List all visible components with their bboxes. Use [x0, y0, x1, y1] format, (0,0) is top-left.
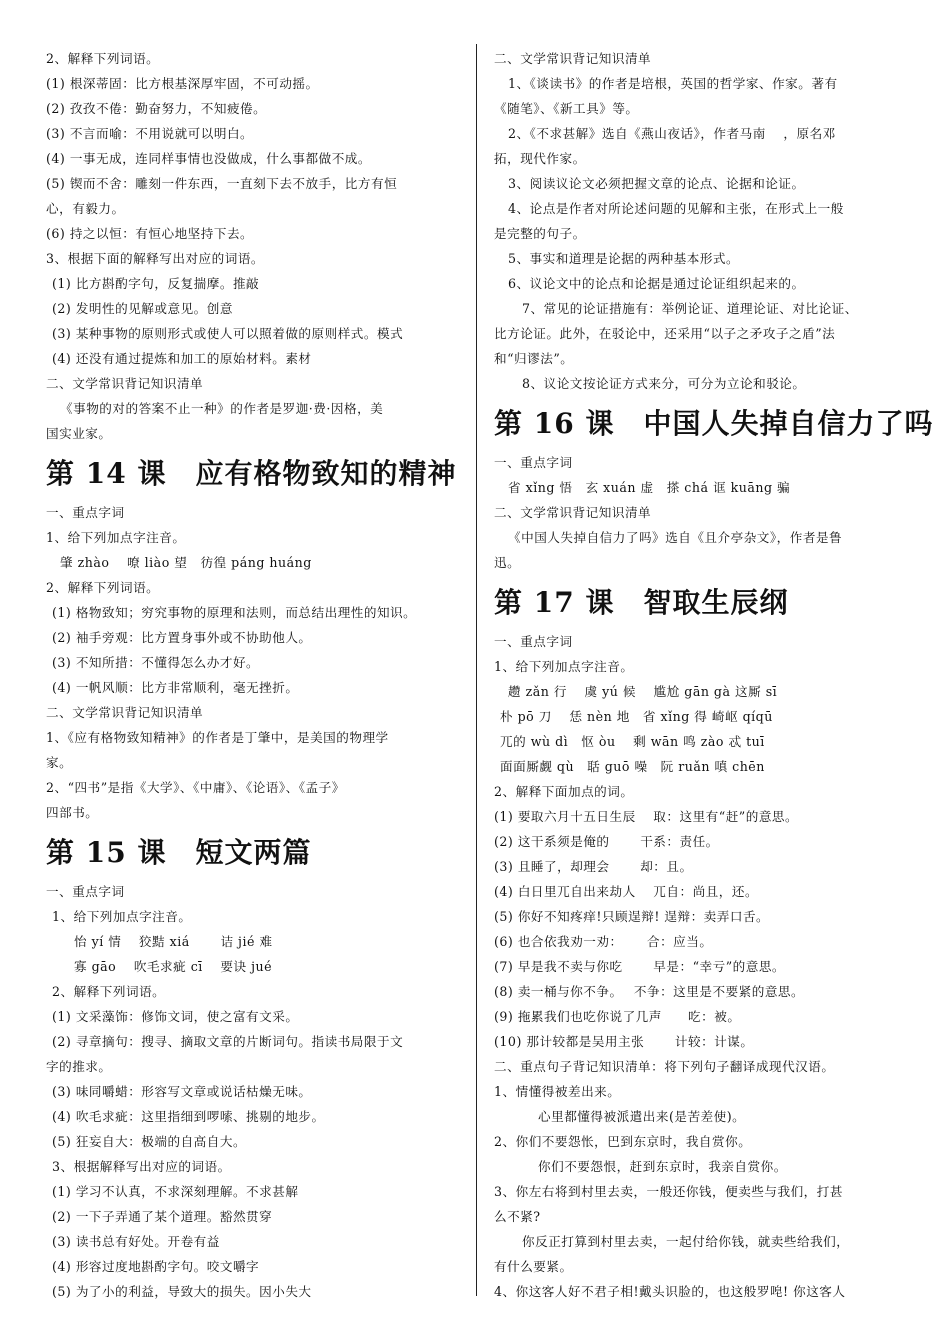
text-line: 2、解释下列词语。: [46, 580, 160, 595]
text-line: 迅。: [494, 555, 521, 570]
text-line: 面面厮觑 qù 聒 guō 噪 阮 ruǎn 嗔 chēn: [500, 759, 765, 774]
text-line: 3、阅读议论文必须把握文章的论点、论据和论证。: [508, 176, 805, 191]
lesson-heading: 第 15 课 短文两篇: [46, 836, 312, 869]
text-line: (3) 读书总有好处。开卷有益: [52, 1234, 220, 1249]
text-line: (9) 拖累我们也吃你说了几声 吃：被。: [494, 1009, 741, 1024]
text-line: 有什么要紧。: [494, 1259, 573, 1274]
text-line: (2) 袖手旁观：比方置身事外或不协助他人。: [52, 630, 312, 645]
right-column: [494, 46, 934, 1304]
text-line: (5) 为了小的利益，导致大的损失。因小失大: [52, 1284, 312, 1299]
text-line: 1、情懂得被差出来。: [494, 1084, 621, 1099]
text-line: 8、议论文按论证方式来分，可分为立论和驳论。: [522, 376, 806, 391]
lesson-heading: 第 14 课 应有格物致知的精神: [46, 457, 457, 490]
text-line: 么不紧?: [494, 1209, 541, 1224]
text-line: (3) 且睡了，却理会 却：且。: [494, 859, 693, 874]
text-line: 是完整的句子。: [494, 226, 586, 241]
text-line: 1、《应有格物致知精神》的作者是丁肇中，是美国的物理学: [46, 730, 389, 745]
text-line: 趱 zǎn 行 虞 yú 候 尴尬 gān gà 这厮 sī: [508, 684, 778, 699]
text-line: (4) 一帆风顺：比方非常顺利，毫无挫折。: [52, 680, 299, 695]
text-line: (4) 吹毛求疵：这里指细到啰嗦、挑剔的地步。: [52, 1109, 325, 1124]
text-line: (2) 寻章摘句：搜寻、摘取文章的片断词句。指读书局限于文: [52, 1034, 404, 1049]
text-line: 3、根据下面的解释写出对应的词语。: [46, 251, 265, 266]
text-line: 2、“四书”是指《大学》、《中庸》、《论语》、《孟子》: [46, 780, 345, 795]
text-line: (5) 锲而不舍：雕刻一件东西，一直刻下去不放手，比方有恒: [46, 176, 398, 191]
text-line: 3、你左右将到村里去卖，一般还你钱，便卖些与我们，打甚: [494, 1184, 843, 1199]
text-line: 省 xǐng 悟 玄 xuán 虚 搽 chá 诓 kuāng 骗: [508, 480, 791, 495]
text-line: 家。: [46, 755, 73, 770]
text-line: 2、解释下面加点的词。: [494, 784, 634, 799]
text-line: 二、重点句子背记知识清单：将下列句子翻译成现代汉语。: [494, 1059, 835, 1074]
text-line: (2) 孜孜不倦：勤奋努力，不知疲倦。: [46, 101, 267, 116]
text-line: 肇 zhào 嘹 liào 望 彷徨 páng huáng: [60, 555, 312, 570]
text-line: (1) 文采藻饰：修饰文词，使之富有文采。: [52, 1009, 299, 1024]
text-line: 二、文学常识背记知识清单: [494, 51, 652, 66]
text-line: (4) 白日里兀自出来劫人 兀自：尚且，还。: [494, 884, 759, 899]
text-line: 2、解释下列词语。: [52, 984, 166, 999]
text-line: 怡 yí 情 狡黠 xiá 诘 jié 难: [74, 934, 273, 949]
text-line: (7) 早是我不卖与你吃 早是：“幸亏”的意思。: [494, 959, 786, 974]
text-line: 6、议论文中的论点和论据是通过论证组织起来的。: [508, 276, 805, 291]
text-line: 寡 gāo 吹毛求疵 cī 要诀 jué: [74, 959, 273, 974]
lesson-heading: 第 16 课 中国人失掉自信力了吗: [494, 407, 934, 440]
text-line: (10) 那计较都是吴用主张 计较：计谋。: [494, 1034, 754, 1049]
text-line: 四部书。: [46, 805, 99, 820]
text-line: (4) 一事无成，连同样事情也没做成，什么事都做不成。: [46, 151, 371, 166]
text-line: 4、论点是作者对所论述问题的见解和主张，在形式上一般: [508, 201, 844, 216]
text-line: (2) 一下子弄通了某个道理。豁然贯穿: [52, 1209, 273, 1224]
text-line: (2) 发明性的见解或意见。创意: [52, 301, 233, 316]
text-line: (5) 你好不知疼痒!只顾逞辩! 逞辩：卖弄口舌。: [494, 909, 770, 924]
text-line: 和“归谬法”。: [494, 351, 574, 366]
text-line: 2、《不求甚解》选自《燕山夜话》，作者马南 ，原名邓: [508, 126, 836, 141]
text-line: 《中国人失掉自信力了吗》选自《且介亭杂文》，作者是鲁: [508, 530, 843, 545]
left-column: [46, 46, 464, 1304]
text-line: 字的推求。: [46, 1059, 112, 1074]
text-line: 7、常见的论证措施有：举例论证、道理论证、对比论证、: [522, 301, 858, 316]
text-line: 兀的 wù dì 怄 òu 剩 wān 鸣 zào 忒 tuī: [500, 734, 765, 749]
text-line: (3) 某种事物的原则形式或使人可以照着做的原则样式。模式: [52, 326, 404, 341]
text-line: 2、解释下列词语。: [46, 51, 160, 66]
text-line: 1、给下列加点字注音。: [52, 909, 192, 924]
text-line: (6) 持之以恒：有恒心地坚持下去。: [46, 226, 254, 241]
text-line: (3) 不知所措：不懂得怎么办才好。: [52, 655, 260, 670]
text-line: 1、给下列加点字注音。: [46, 530, 186, 545]
text-line: (5) 狂妄自大：极端的自高自大。: [52, 1134, 247, 1149]
text-line: (8) 卖一桶与你不争。 不争：这里是不要紧的意思。: [494, 984, 805, 999]
text-line: (6) 也合依我劝一劝： 合：应当。: [494, 934, 713, 949]
text-line: 比方论证。此外，在驳论中，还采用“以子之矛攻子之盾”法: [494, 326, 836, 341]
text-line: 你反正打算到村里去卖，一起付给你钱，就卖些给我们，: [522, 1234, 850, 1249]
column-divider: [476, 44, 477, 1296]
text-line: 1、《谈读书》的作者是培根，英国的哲学家、作家。著有: [508, 76, 838, 91]
text-line: 一、重点字词: [494, 634, 573, 649]
text-line: 国实业家。: [46, 426, 112, 441]
text-line: (4) 还没有通过提炼和加工的原始材料。素材: [52, 351, 312, 366]
text-line: 一、重点字词: [494, 455, 573, 470]
text-line: 一、重点字词: [46, 505, 125, 520]
text-line: 心，有毅力。: [46, 201, 125, 216]
text-line: (1) 比方斟酌字句，反复揣摩。推敲: [52, 276, 260, 291]
text-line: (4) 形容过度地斟酌字句。咬文嚼字: [52, 1259, 260, 1274]
text-line: 拓，现代作家。: [494, 151, 586, 166]
text-line: (1) 根深蒂固：比方根基深厚牢固，不可动摇。: [46, 76, 319, 91]
text-line: 二、文学常识背记知识清单: [494, 505, 652, 520]
text-line: 5、事实和道理是论据的两种基本形式。: [508, 251, 740, 266]
text-line: 3、根据解释写出对应的词语。: [52, 1159, 231, 1174]
text-line: 4、你这客人好不君子相!戴头识脸的，也这般罗唣! 你这客人: [494, 1284, 846, 1299]
text-line: 二、文学常识背记知识清单: [46, 376, 204, 391]
text-line: (2) 这干系须是俺的 干系：责任。: [494, 834, 719, 849]
text-line: 1、给下列加点字注音。: [494, 659, 634, 674]
text-line: (1) 要取六月十五日生辰 取：这里有“赶”的意思。: [494, 809, 799, 824]
text-line: 你们不要怨恨，赶到东京时，我亲自赏你。: [538, 1159, 787, 1174]
text-line: (3) 不言而喻：不用说就可以明白。: [46, 126, 254, 141]
text-line: (1) 学习不认真，不求深刻理解。不求甚解: [52, 1184, 299, 1199]
lesson-heading: 第 17 课 智取生辰纲: [494, 586, 789, 619]
text-line: 二、文学常识背记知识清单: [46, 705, 204, 720]
text-line: 心里都懂得被派遣出来(是苦差使)。: [538, 1109, 746, 1124]
text-line: 《随笔》、《新工具》等。: [494, 101, 639, 116]
text-line: 《事物的对的答案不止一种》的作者是罗迦·费·因格，美: [60, 401, 384, 416]
text-line: 2、你们不要怨怅，巴到东京时，我自赏你。: [494, 1134, 752, 1149]
text-line: (3) 味同嚼蜡：形容写文章或说话枯燥无味。: [52, 1084, 312, 1099]
text-line: (1) 格物致知；穷究事物的原理和法则，而总结出理性的知识。: [52, 605, 417, 620]
text-line: 朴 pō 刀 恁 nèn 地 省 xǐng 得 崎岖 qíqū: [500, 709, 773, 724]
text-line: 一、重点字词: [46, 884, 125, 899]
